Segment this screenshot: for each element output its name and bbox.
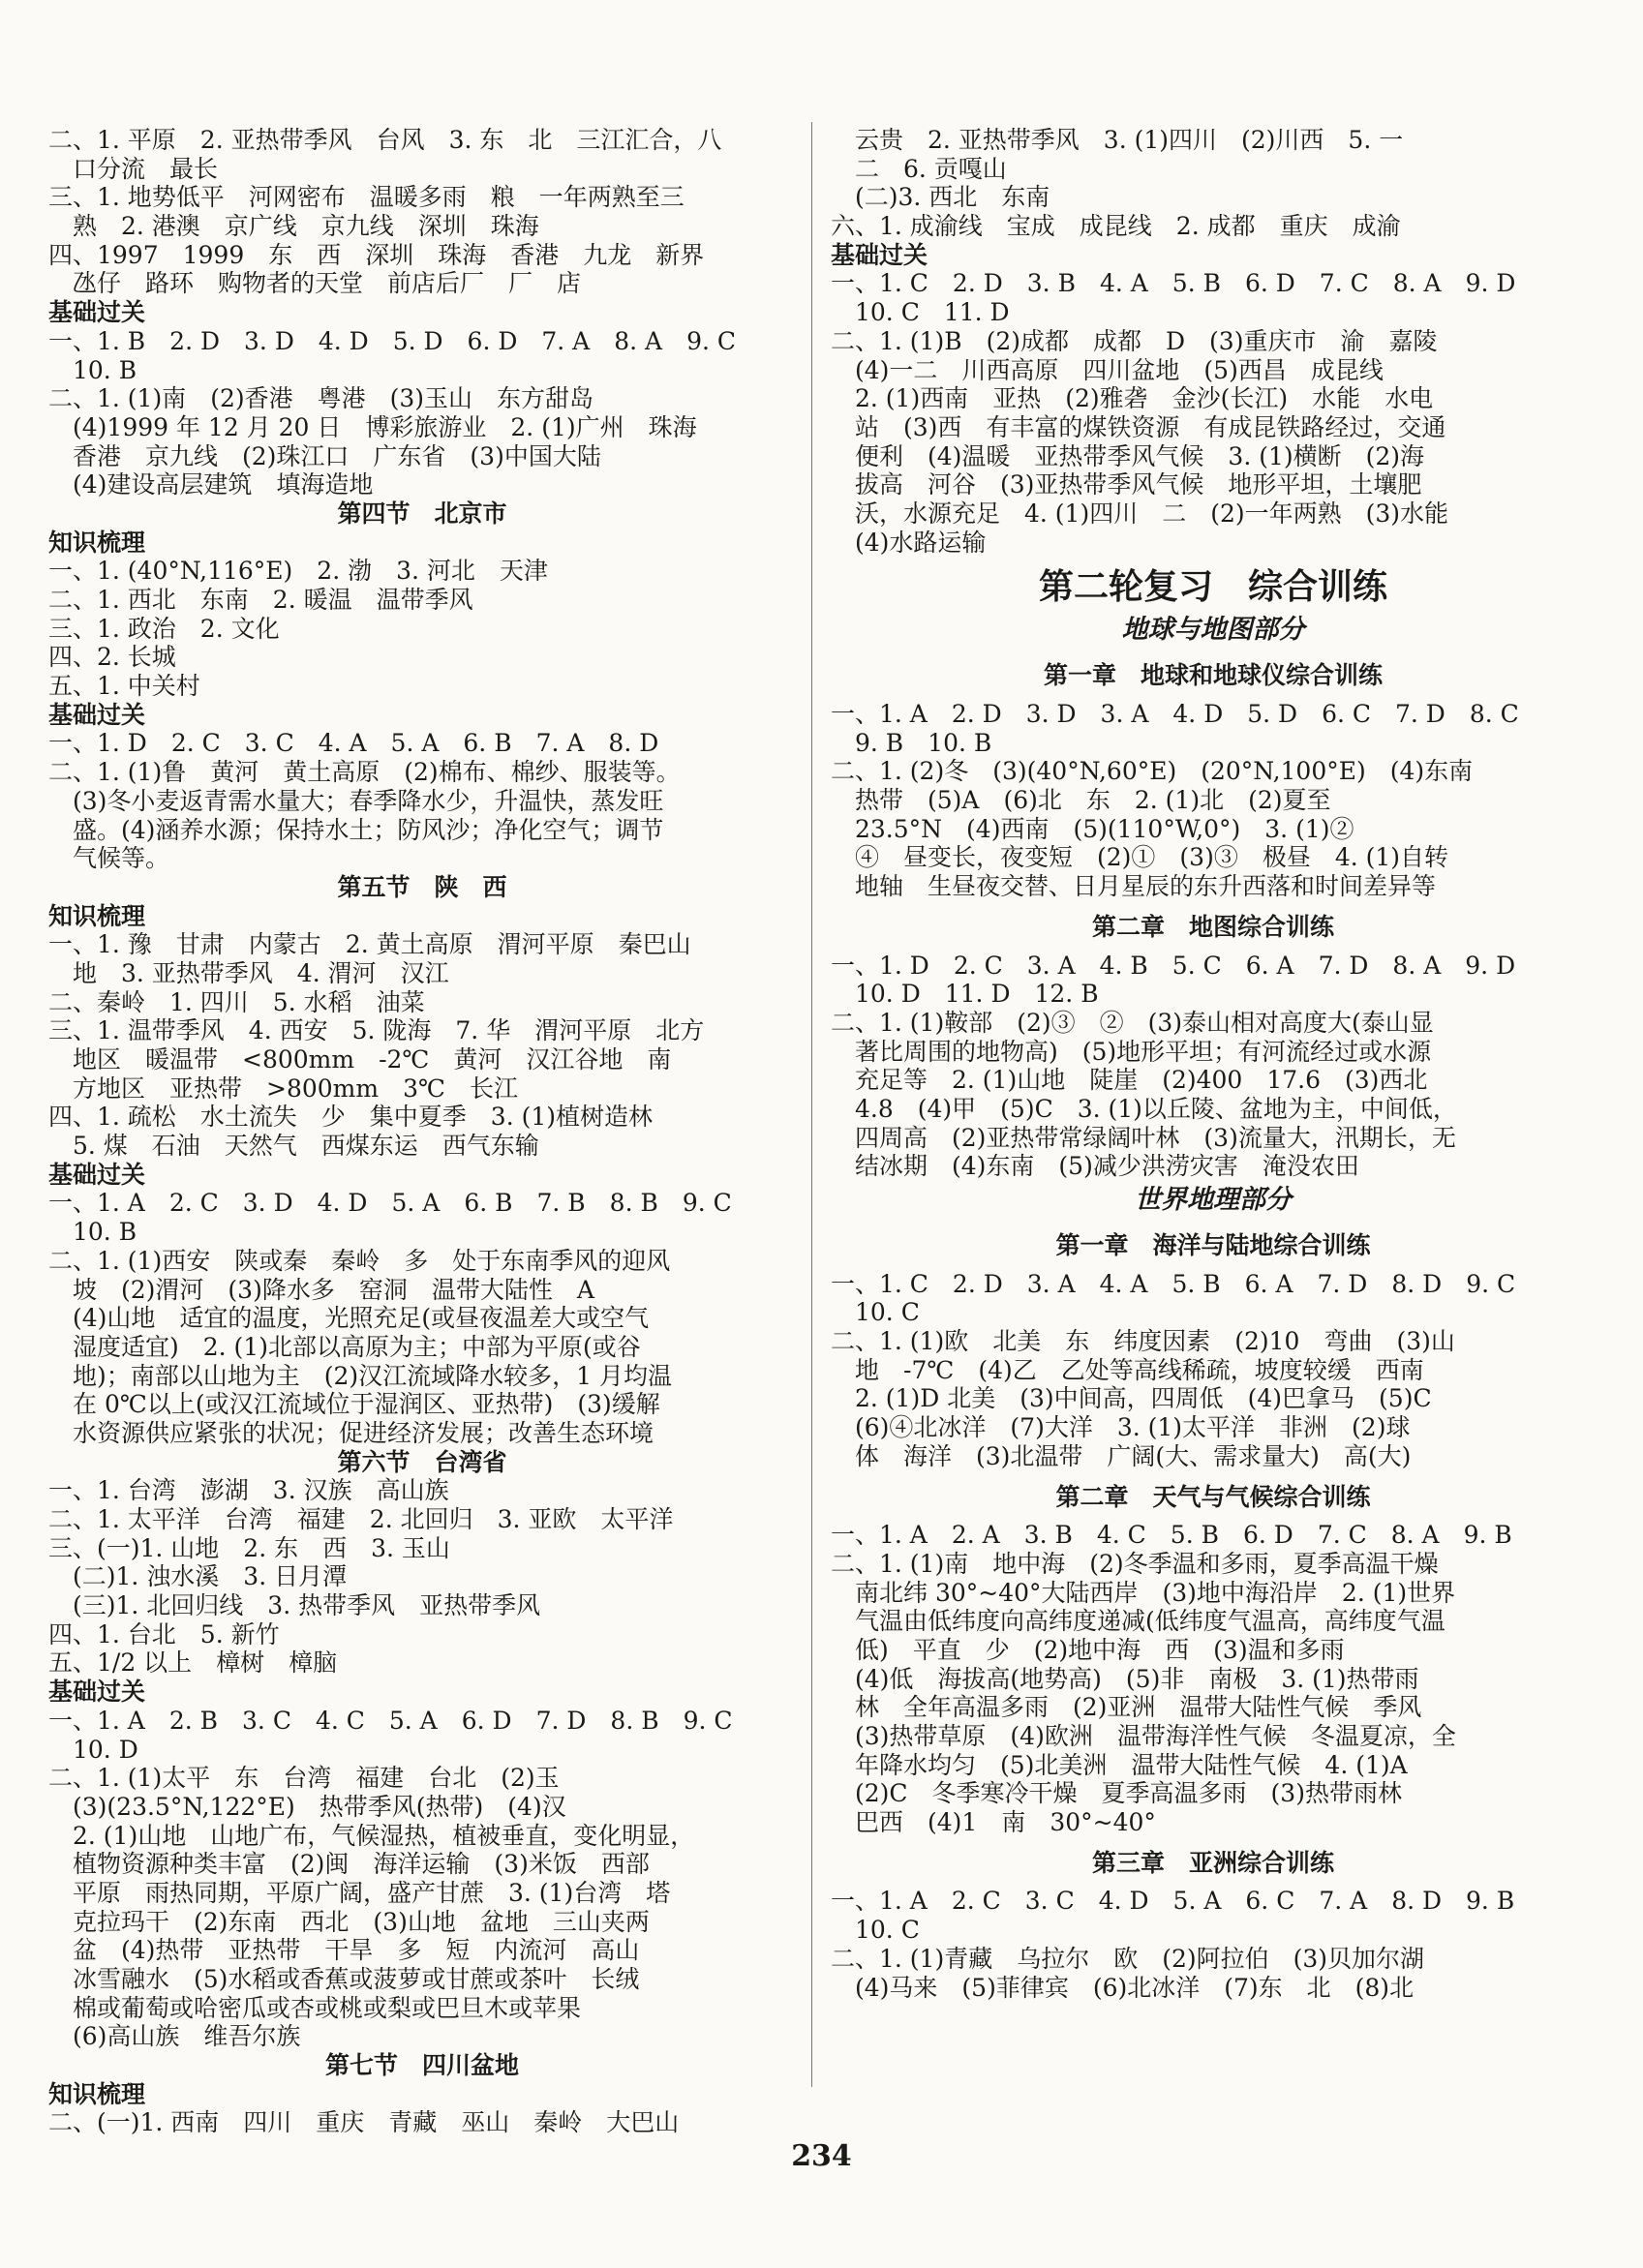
answer-line: (3)冬小麦返青需水量大；春季降水少，升温快，蒸发旺 <box>48 786 664 815</box>
subsection-heading: 基础过关 <box>48 298 146 327</box>
answer-line: 热带 (5)A (6)北 东 2. (1)北 (2)夏至 <box>831 786 1331 815</box>
answer-line: 熟 2. 港澳 京广线 京九线 深圳 珠海 <box>48 212 539 241</box>
subsection-heading: 基础过关 <box>48 700 146 729</box>
answer-line: 充足等 2. (1)山地 陡崖 (2)400 17.6 (3)西北 <box>831 1066 1428 1095</box>
answer-line: 四、1. 台北 5. 新竹 <box>48 1619 280 1648</box>
answer-line: 气候等。 <box>48 844 170 873</box>
answer-line: 4.8 (4)甲 (5)C 3. (1)以丘陵、盆地为主，中间低， <box>831 1094 1457 1123</box>
answer-line: 冰雪融水 (5)水稻或香蕉或菠萝或甘蔗或茶叶 长绒 <box>48 1965 640 1993</box>
answer-line: 二、1. 平原 2. 亚热带季风 台风 3. 东 北 三江汇合，八 <box>48 126 722 154</box>
answer-line: 平原 雨热同期，平原广阔，盛产甘蔗 3. (1)台湾 塔 <box>48 1878 671 1907</box>
answer-line: 地)；南部以山地为主 (2)汉江流域降水较多，1 月均温 <box>48 1361 673 1390</box>
part-subtitle: 地球与地图部分 <box>1121 615 1305 646</box>
answer-line: 地 3. 亚热带季风 4. 渭河 汉江 <box>48 958 449 987</box>
answer-line: 氹仔 路环 购物者的天堂 前店后厂 厂 店 <box>48 269 582 298</box>
answer-line: 2. (1)D 北美 (3)中间高，四周低 (4)巴拿马 (5)C <box>831 1384 1432 1413</box>
answer-line: (4)山地 适宜的温度，光照充足(或昼夜温差大或空气 <box>48 1304 650 1333</box>
answer-line: 四、2. 长城 <box>48 643 176 672</box>
chapter-title: 第二章 天气与气候综合训练 <box>1055 1482 1371 1511</box>
answer-line: 5. 煤 石油 天然气 西煤东运 西气东输 <box>48 1132 539 1161</box>
answer-line: 二、1. (1)鲁 黄河 黄土高原 (2)棉布、棉纱、服装等。 <box>48 758 681 787</box>
answer-line: 10. D <box>48 1735 138 1764</box>
answer-line: (4)低 海拔高(地势高) (5)非 南极 3. (1)热带雨 <box>831 1664 1419 1693</box>
answer-line: 一、1. B 2. D 3. D 4. D 5. D 6. D 7. A 8. A 9. C <box>48 326 737 355</box>
section-title: 第七节 四川盆地 <box>324 2051 519 2080</box>
subsection-heading: 基础过关 <box>48 1678 146 1707</box>
answer-line: 四、1. 疏松 水土流失 少 集中夏季 3. (1)植树造林 <box>48 1103 654 1132</box>
answer-line: 低) 平直 少 (2)地中海 西 (3)温和多雨 <box>831 1635 1345 1664</box>
answer-line: 二、1. (2)冬 (3)(40°N,60°E) (20°N,100°E) (4)东南 <box>831 757 1474 786</box>
answer-line: 一、1. A 2. D 3. D 3. A 4. D 5. D 6. C 7. D 8. C <box>831 700 1519 728</box>
answer-line: 二 6. 贡嘎山 <box>831 154 1007 183</box>
answer-line: 9. B 10. B <box>831 728 992 757</box>
answer-line: 克拉玛干 (2)东南 西北 (3)山地 盆地 三山夹两 <box>48 1907 650 1936</box>
answer-line: 林 全年高温多雨 (2)亚洲 温带大陆性气候 季风 <box>831 1693 1422 1722</box>
chapter-title: 第一章 海洋与陆地综合训练 <box>1055 1231 1371 1259</box>
answer-line: 二、1. (1)青藏 乌拉尔 欧 (2)阿拉伯 (3)贝加尔湖 <box>831 1944 1425 1973</box>
answer-line: (4)一二 川西高原 四川盆地 (5)西昌 成昆线 <box>831 355 1384 384</box>
answer-line: 三、1. 政治 2. 文化 <box>48 614 280 643</box>
answer-line: 一、1. A 2. A 3. B 4. C 5. B 6. D 7. C 8. A 9. B <box>831 1521 1512 1550</box>
answer-line: 沃，水源充足 4. (1)四川 二 (2)一年两熟 (3)水能 <box>831 499 1449 528</box>
answer-line: 二、1. (1)南 (2)香港 粤港 (3)玉山 东方甜岛 <box>48 384 594 413</box>
subsection-heading: 知识梳理 <box>48 2079 146 2108</box>
answer-line: 二、(一)1. 西南 四川 重庆 青藏 巫山 秦岭 大巴山 <box>48 2108 680 2137</box>
answer-line: 地区 暖温带 <800mm -2℃ 黄河 汉江谷地 南 <box>48 1045 672 1074</box>
answer-line: 南北纬 30°~40°大陆西岸 (3)地中海沿岸 2. (1)世界 <box>831 1578 1456 1607</box>
answer-line: 二、1. 西北 东南 2. 暖温 温带季风 <box>48 586 473 614</box>
subsection-heading: 基础过关 <box>831 240 928 269</box>
answer-line: 二、1. (1)B (2)成都 成都 D (3)重庆市 渝 嘉陵 <box>831 326 1438 355</box>
answer-line: 10. C 11. D <box>831 298 1010 327</box>
column-divider <box>811 122 812 2087</box>
answer-line: 一、1. A 2. B 3. C 4. C 5. A 6. D 7. D 8. B 9. C <box>48 1706 733 1735</box>
answer-line: 2. (1)西南 亚热 (2)雅砻 金沙(长江) 水能 水电 <box>831 384 1434 413</box>
page-number: 234 <box>791 2139 852 2173</box>
subsection-heading: 基础过关 <box>48 1160 146 1189</box>
answer-line: 二、1. (1)鞍部 (2)③ ② (3)泰山相对高度大(泰山显 <box>831 1008 1434 1037</box>
answer-line: 二、1. (1)南 地中海 (2)冬季温和多雨，夏季高温干燥 <box>831 1549 1439 1578</box>
part-title: 第二轮复习 综合训练 <box>1038 567 1387 608</box>
answer-line: 二、1. 太平洋 台湾 福建 2. 北回归 3. 亚欧 太平洋 <box>48 1505 674 1533</box>
answer-line: 一、1. A 2. C 3. C 4. D 5. A 6. C 7. A 8. D 9. B <box>831 1887 1515 1916</box>
answer-line: 水资源供应紧张的状况；促进经济发展；改善生态环境 <box>48 1418 654 1447</box>
answer-line: (二)3. 西北 东南 <box>831 183 1050 212</box>
chapter-title: 第一章 地球和地球仪综合训练 <box>1043 661 1383 690</box>
answer-line: 2. (1)山地 山地广布，气候湿热，植被垂直，变化明显， <box>48 1821 695 1850</box>
left-column <box>48 126 796 2137</box>
answer-line: 二、1. (1)欧 北美 东 纬度因素 (2)10 弯曲 (3)山 <box>831 1327 1455 1356</box>
chapter-title: 第三章 亚洲综合训练 <box>1091 1848 1334 1877</box>
answer-line: (二)1. 浊水溪 3. 日月潭 <box>48 1562 348 1591</box>
answer-line: 一、1. D 2. C 3. A 4. B 5. C 6. A 7. D 8. A 9. D <box>831 951 1516 980</box>
answer-line: 香港 京九线 (2)珠江口 广东省 (3)中国大陆 <box>48 441 601 470</box>
answer-line: 三、(一)1. 山地 2. 东 西 3. 玉山 <box>48 1533 450 1562</box>
answer-line: 五、1/2 以上 樟树 樟脑 <box>48 1648 338 1678</box>
answer-line: 五、1. 中关村 <box>48 672 200 701</box>
right-column <box>831 126 1596 2002</box>
answer-line: 年降水均匀 (5)北美洲 温带大陆性气候 4. (1)A <box>831 1750 1408 1779</box>
answer-line: 一、1. A 2. C 3. D 4. D 5. A 6. B 7. B 8. B 9. C <box>48 1189 732 1218</box>
answer-line: 一、1. (40°N,116°E) 2. 渤 3. 河北 天津 <box>48 557 548 586</box>
answer-line: 四周高 (2)亚热带常绿阔叶林 (3)流量大，汛期长，无 <box>831 1123 1456 1152</box>
answer-line: 二、1. (1)太平 东 台湾 福建 台北 (2)玉 <box>48 1764 560 1793</box>
answer-line: 一、1. 台湾 澎湖 3. 汉族 高山族 <box>48 1476 449 1505</box>
answer-line: 一、1. C 2. D 3. B 4. A 5. B 6. D 7. C 8. A 9. D <box>831 269 1516 298</box>
answer-line: 三、1. 温带季风 4. 西安 5. 陇海 7. 华 渭河平原 北方 <box>48 1016 705 1045</box>
answer-line: (4)建设高层建筑 填海造地 <box>48 470 374 499</box>
part-subtitle: 世界地理部分 <box>1135 1185 1292 1215</box>
answer-line: 四、1997 1999 东 西 深圳 珠海 香港 九龙 新界 <box>48 240 705 269</box>
answer-line: 一、1. 豫 甘肃 内蒙古 2. 黄土高原 渭河平原 秦巴山 <box>48 930 691 959</box>
answer-line: 著比周围的地物高) (5)地形平坦；有河流经过或水源 <box>831 1037 1432 1066</box>
answer-line: 一、1. C 2. D 3. A 4. A 5. B 6. A 7. D 8. D 9. C <box>831 1269 1516 1298</box>
answer-line: 便利 (4)温暖 亚热带季风气候 3. (1)横断 (2)海 <box>831 441 1425 470</box>
answer-line: 云贵 2. 亚热带季风 3. (1)四川 (2)川西 5. 一 <box>831 126 1404 154</box>
section-title: 第五节 陕 西 <box>337 872 507 901</box>
answer-line: (4)马来 (5)菲律宾 (6)北冰洋 (7)东 北 (8)北 <box>831 1973 1415 2002</box>
answer-line: ④ 昼变长，夜变短 (2)① (3)③ 极昼 4. (1)自转 <box>831 843 1449 872</box>
answer-line: 植物资源种类丰富 (2)闽 海洋运输 (3)米饭 西部 <box>48 1850 650 1879</box>
answer-line: 10. C <box>831 1916 920 1945</box>
answer-line: 地轴 生昼夜交替、日月星辰的东升西落和时间差异等 <box>831 872 1437 901</box>
answer-line: 方地区 亚热带 >800mm 3℃ 长江 <box>48 1074 518 1103</box>
answer-line: (3)(23.5°N,122°E) 热带季风(热带) (4)汉 <box>48 1792 566 1821</box>
answer-line: 坡 (2)渭河 (3)降水多 窑洞 温带大陆性 A <box>48 1275 594 1304</box>
answer-line: 10. B <box>48 355 137 384</box>
answer-line: 二、秦岭 1. 四川 5. 水稻 油菜 <box>48 987 425 1016</box>
answer-line: (2)C 冬季寒冷干燥 夏季高温多雨 (3)热带雨林 <box>831 1779 1402 1808</box>
answer-line: (6)高山族 维吾尔族 <box>48 2022 301 2051</box>
answer-line: 盛。(4)涵养水源；保持水土；防风沙；净化空气；调节 <box>48 815 664 844</box>
answer-line: 地 -7℃ (4)乙 乙处等高线稀疏，坡度较缓 西南 <box>831 1355 1424 1384</box>
answer-line: 结冰期 (4)东南 (5)减少洪涝灾害 淹没农田 <box>831 1152 1359 1181</box>
answer-line: 10. C <box>831 1298 920 1327</box>
answer-line: 一、1. D 2. C 3. C 4. A 5. A 6. B 7. A 8. D <box>48 729 659 758</box>
answer-line: 在 0℃以上(或汉江流域位于湿润区、亚热带) (3)缓解 <box>48 1390 660 1419</box>
answer-line: 巴西 (4)1 南 30°~40° <box>831 1808 1156 1837</box>
answer-line: 站 (3)西 有丰富的煤铁资源 有成昆铁路经过，交通 <box>831 412 1446 441</box>
answer-line: 二、1. (1)西安 陕或秦 秦岭 多 处于东南季风的迎风 <box>48 1246 671 1275</box>
subsection-heading: 知识梳理 <box>48 528 146 557</box>
answer-line: (三)1. 北回归线 3. 热带季风 亚热带季风 <box>48 1591 541 1620</box>
answer-line: 盆 (4)热带 亚热带 干旱 多 短 内流河 高山 <box>48 1936 640 1965</box>
answer-line: (4)1999 年 12 月 20 日 博彩旅游业 2. (1)广州 珠海 <box>48 412 697 441</box>
answer-line: 体 海洋 (3)北温带 广阔(大、需求量大) 高(大) <box>831 1441 1412 1470</box>
section-title: 第四节 北京市 <box>337 499 507 528</box>
answer-line: (6)④北冰洋 (7)大洋 3. (1)太平洋 非洲 (2)球 <box>831 1413 1411 1442</box>
answer-line: 六、1. 成渝线 宝成 成昆线 2. 成都 重庆 成渝 <box>831 212 1401 241</box>
subsection-heading: 知识梳理 <box>48 901 146 930</box>
answer-line: 拔高 河谷 (3)亚热带季风气候 地形平坦，土壤肥 <box>831 470 1422 499</box>
answer-line: 23.5°N (4)西南 (5)(110°W,0°) 3. (1)② <box>831 814 1354 843</box>
section-title: 第六节 台湾省 <box>337 1447 507 1476</box>
answer-line: (4)水路运输 <box>831 528 987 557</box>
answer-line: 湿度适宜) 2. (1)北部以高原为主；中部为平原(或谷 <box>48 1332 641 1361</box>
answer-line: 三、1. 地势低平 河网密布 温暖多雨 粮 一年两熟至三 <box>48 183 685 212</box>
chapter-title: 第二章 地图综合训练 <box>1091 912 1334 941</box>
answer-line: 10. D 11. D 12. B <box>831 980 1099 1009</box>
answer-line: 10. B <box>48 1218 137 1247</box>
answer-line: (3)热带草原 (4)欧洲 温带海洋性气候 冬温夏凉，全 <box>831 1722 1456 1750</box>
answer-line: 口分流 最长 <box>48 154 219 183</box>
answer-line: 气温由低纬度向高纬度递减(低纬度气温高，高纬度气温 <box>831 1607 1445 1636</box>
answer-line: 棉或葡萄或哈密瓜或杏或桃或梨或巴旦木或苹果 <box>48 1993 582 2022</box>
